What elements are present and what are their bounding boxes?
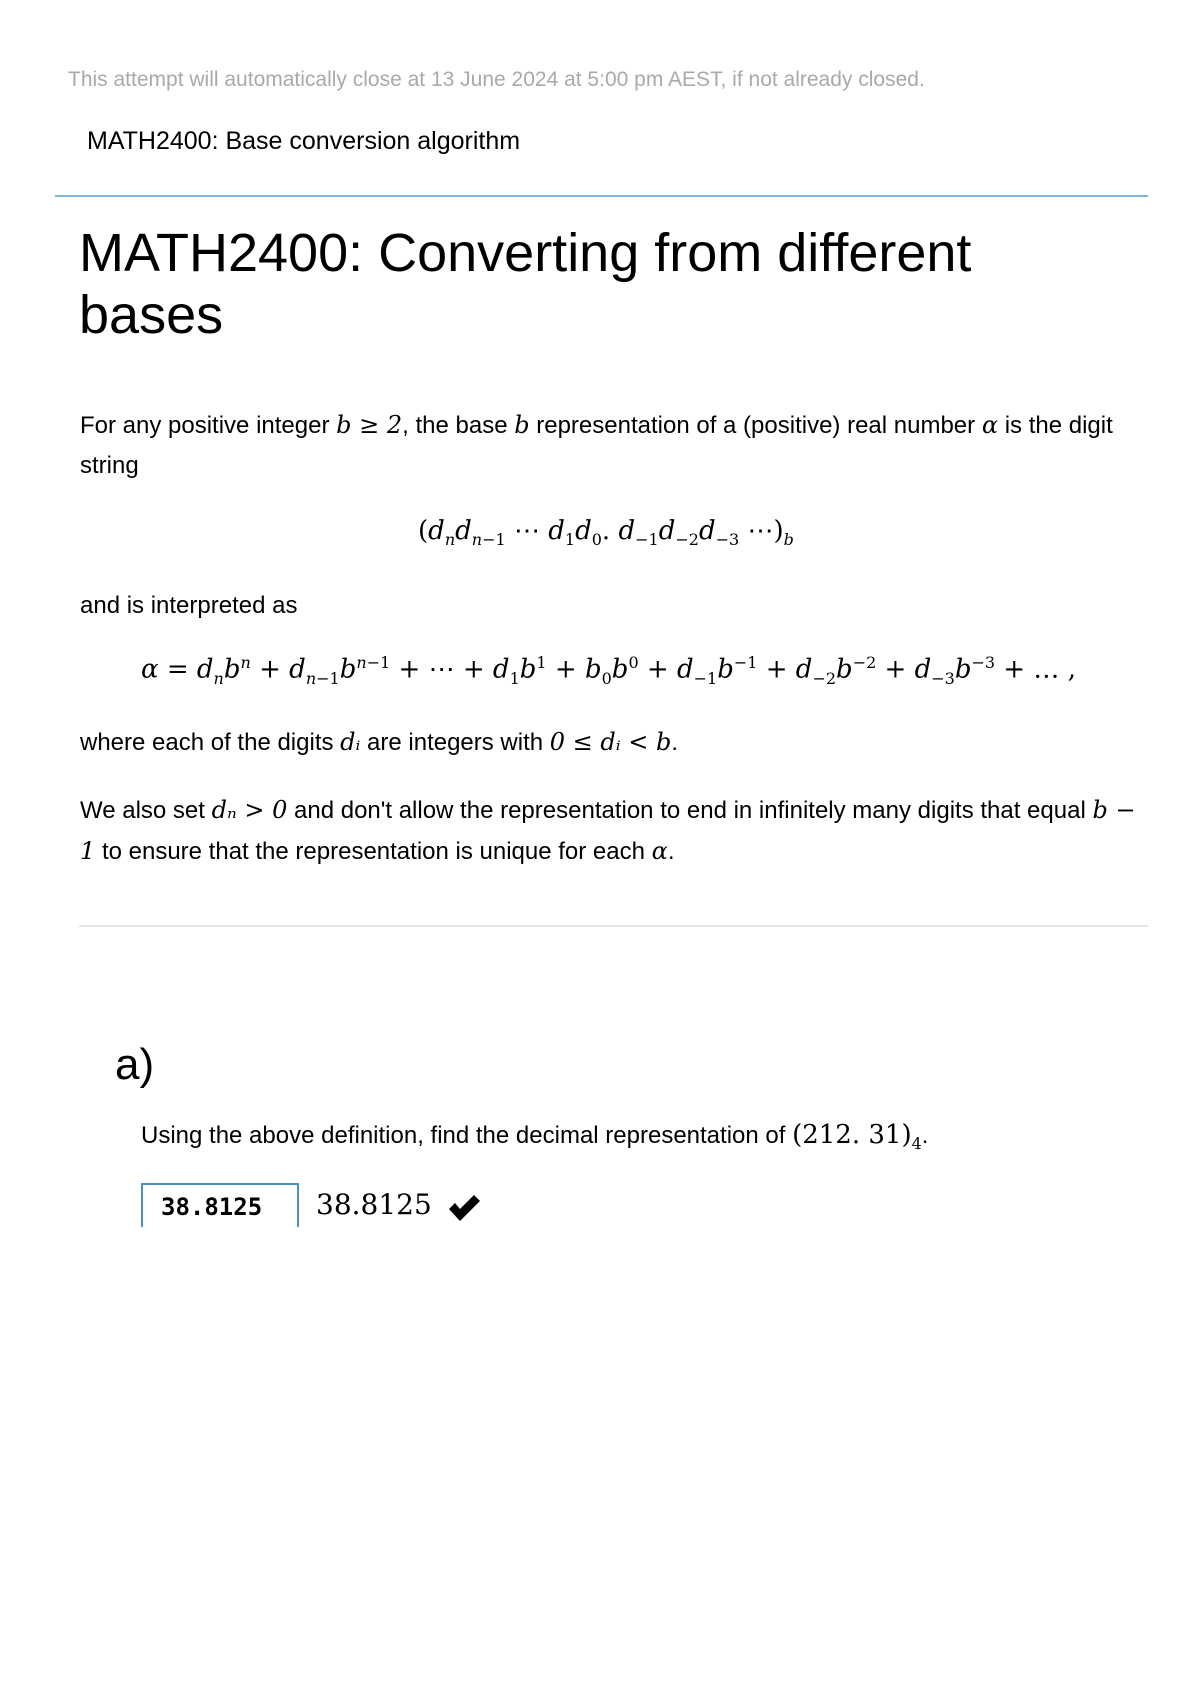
part-a-label: a) xyxy=(115,1040,155,1089)
text: , the base xyxy=(402,412,515,439)
math-di: dᵢ xyxy=(340,728,361,756)
text: . xyxy=(667,838,675,865)
answer-input[interactable]: 38.8125 xyxy=(141,1183,299,1227)
math-b: b xyxy=(514,411,530,439)
math-dn-positive: dₙ > 0 xyxy=(211,796,288,824)
assignment-title: MATH2400: Base conversion algorithm xyxy=(87,127,521,155)
question-math xyxy=(792,1120,922,1154)
digit-string-formula: ($d_nd_{n-1}$ ⋯ $d_1d_0$. $d_{-1}d_{-2}d_{-3}$ $\cdots)_b$ xyxy=(418,516,794,550)
intro-paragraph-4 xyxy=(80,790,1155,872)
text: For any positive integer xyxy=(80,412,337,439)
question-end: . xyxy=(921,1122,929,1149)
question-base: 4 xyxy=(911,1134,922,1154)
attempt-close-notice: This attempt will automatically close at 13 June 2024 at 5:00 pm AEST, if not already closed. xyxy=(68,68,925,91)
intro-paragraph-1 xyxy=(80,405,1155,486)
expansion-formula: $\alpha = d_nb^n + d_{n-1}b^{n-1}$ + ⋯ + $d_1b^1 + b_0b^0 + d_{-1}b^{-1} + d_{-2}b^{-2} + d_{-3}b^{-3}$ + … , xyxy=(141,653,1076,688)
text: to ensure that the representation is unique for each xyxy=(95,838,652,865)
intro-paragraph-2: and is interpreted as xyxy=(80,592,298,619)
answer-preview: 38.8125 xyxy=(316,1188,432,1221)
text: is the digit string xyxy=(80,412,1113,479)
question-number: (212. 31) xyxy=(792,1120,912,1150)
math-digit-range: 0 ≤ dᵢ < b xyxy=(549,728,672,756)
text: are integers with xyxy=(360,729,550,756)
page-title: MATH2400: Converting from different bases xyxy=(79,223,972,345)
math-alpha: α xyxy=(981,411,999,439)
part-a-question xyxy=(141,1115,928,1164)
text: where each of the digits xyxy=(80,729,341,756)
math-b-minus-1: b − 1 xyxy=(80,796,1136,865)
text: representation of a (positive) real number xyxy=(529,412,982,439)
header-divider xyxy=(55,195,1148,197)
text: . xyxy=(671,729,679,756)
check-icon xyxy=(447,1193,481,1223)
section-divider xyxy=(79,925,1148,927)
math-alpha: α xyxy=(651,837,668,865)
question-text: Using the above definition, find the decimal representation of xyxy=(141,1122,793,1149)
text: and don't allow the representation to end in infinitely many digits that equal xyxy=(287,797,1093,824)
intro-paragraph-3 xyxy=(80,722,1155,763)
math-b-ge-2: b ≥ 2 xyxy=(336,411,403,439)
text: We also set xyxy=(80,797,212,824)
